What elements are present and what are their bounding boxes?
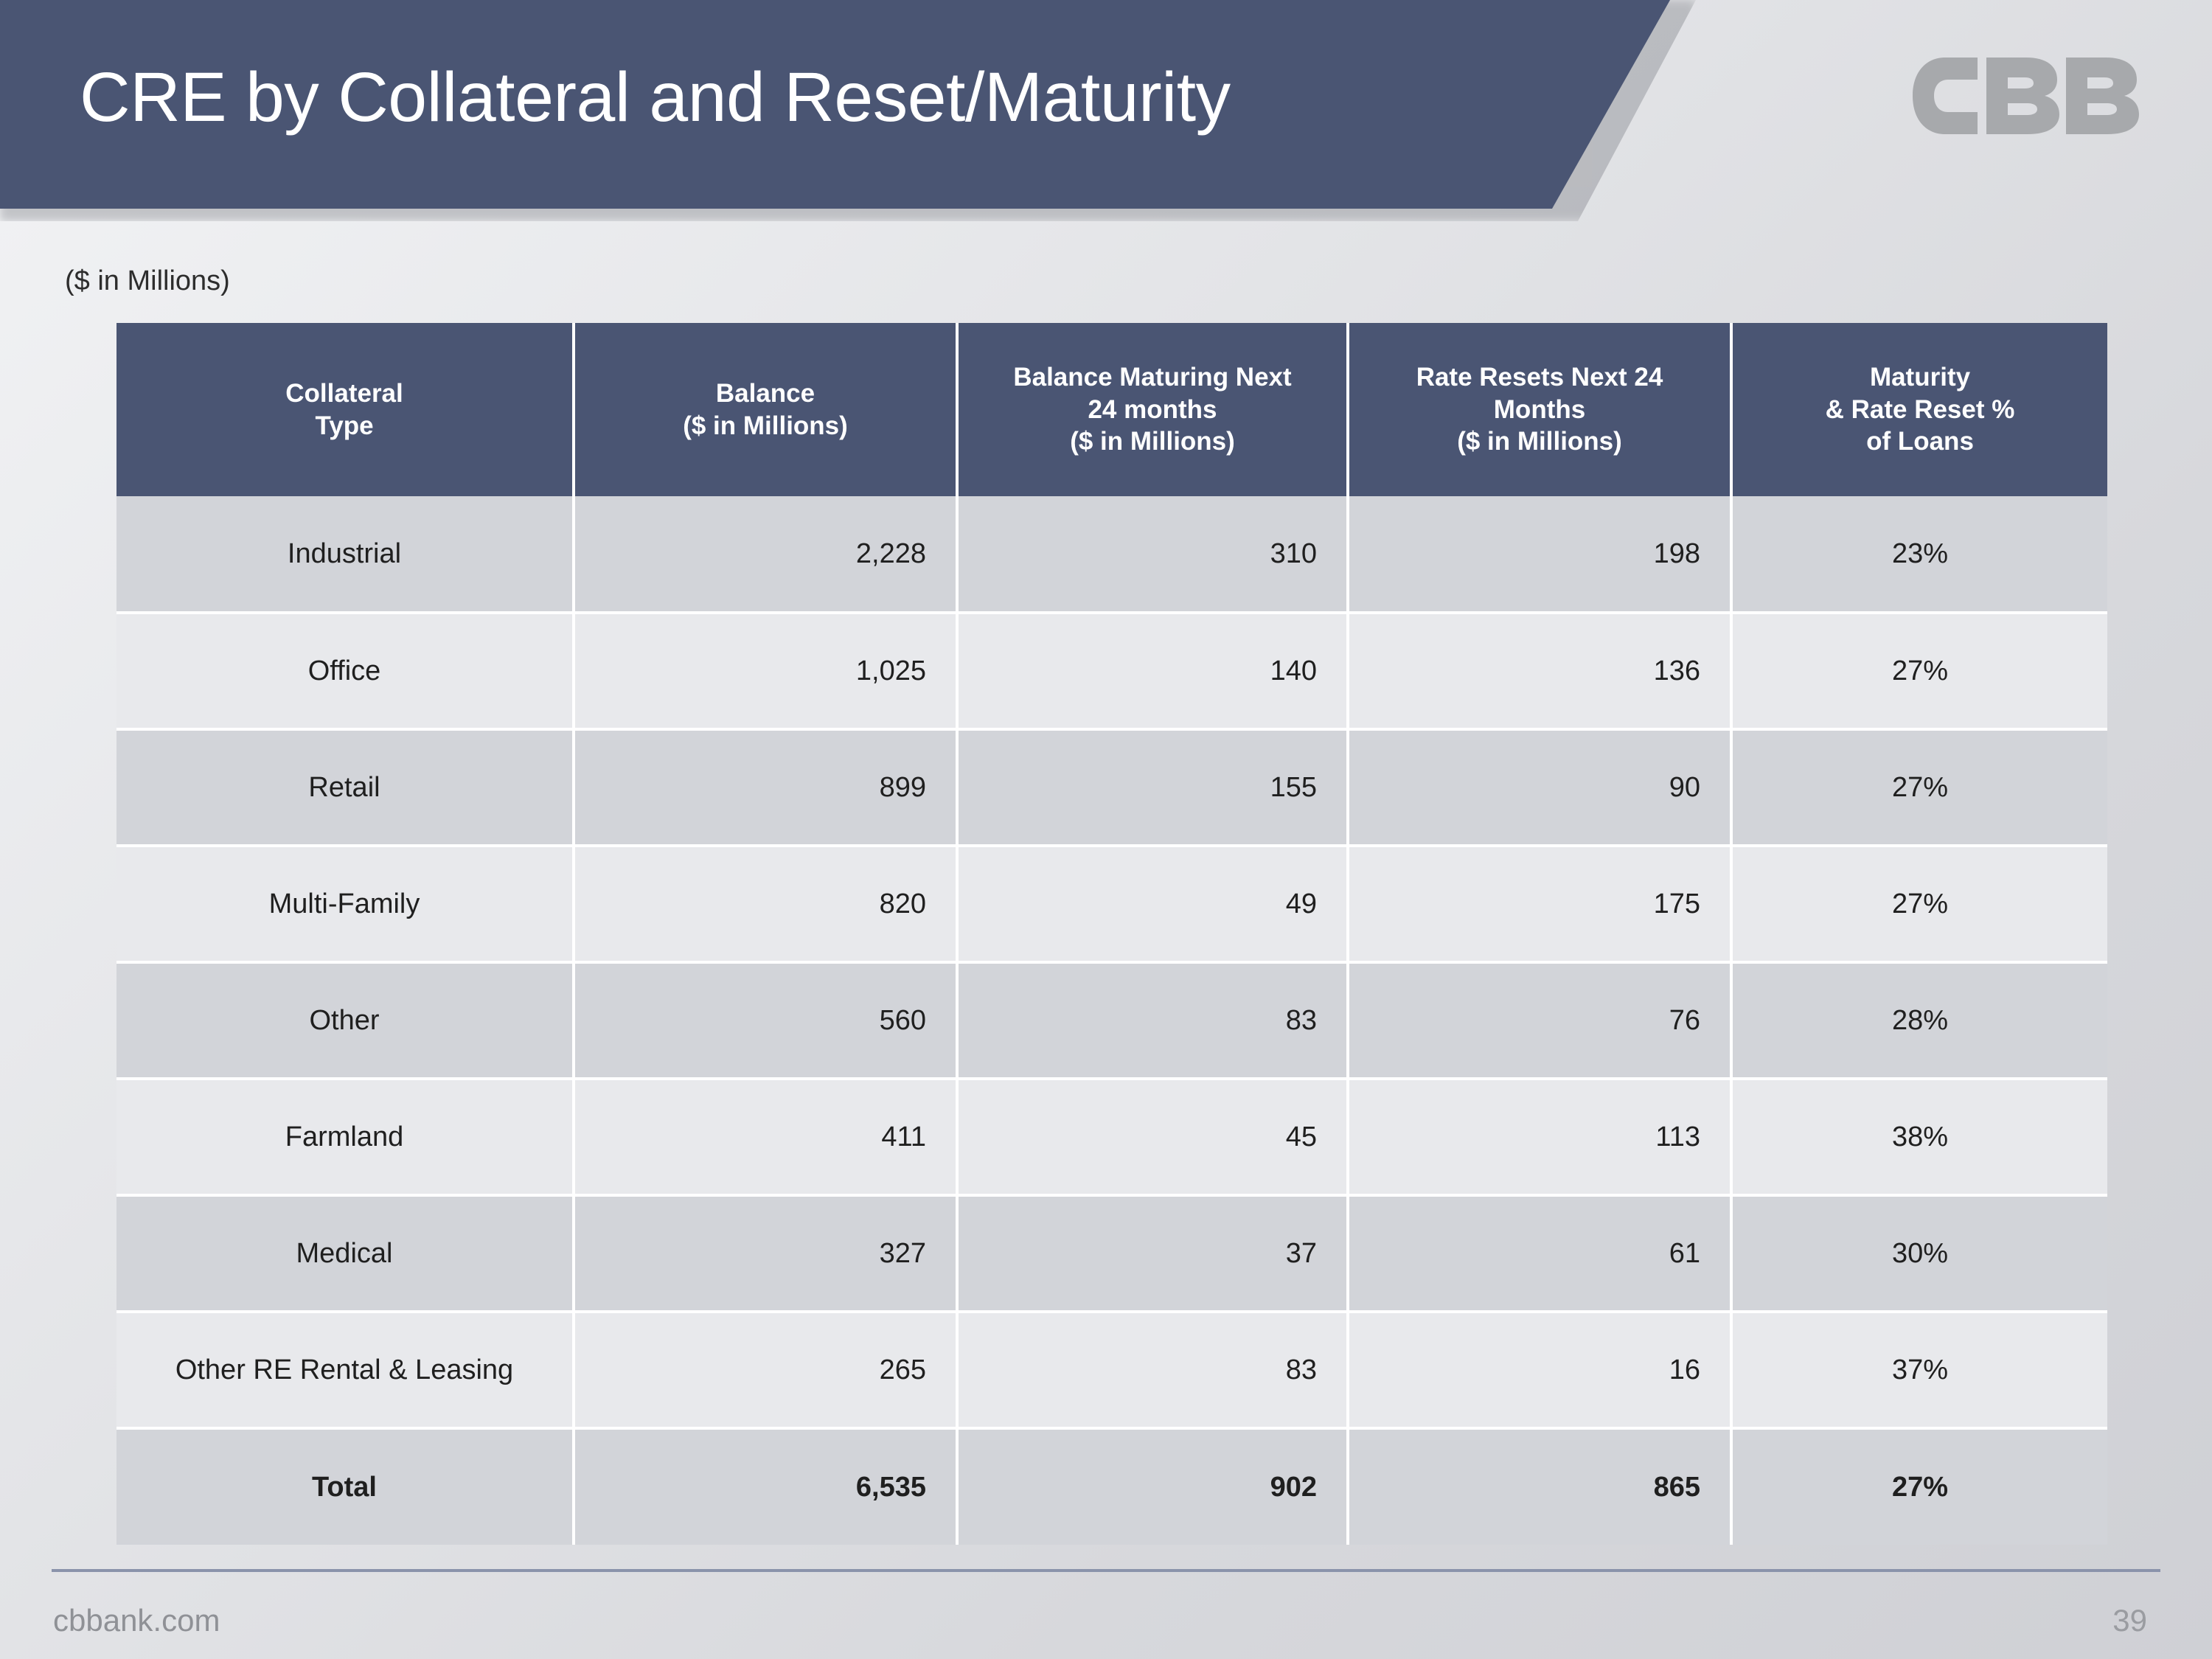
header-line: ($ in Millions) [1457,427,1622,456]
cell-balance: 265 [574,1312,957,1428]
header-line: ($ in Millions) [683,411,848,440]
cell-maturing-24m: 83 [957,962,1348,1079]
table-row [116,846,2107,962]
table-row [116,1079,2107,1195]
page-number: 39 [2112,1603,2147,1638]
table-header-row [116,323,2107,496]
cell-maturing-24m: 310 [957,496,1348,613]
table-row [116,1195,2107,1312]
cell-pct: 27% [1731,1428,2107,1545]
header-line: ($ in Millions) [1070,427,1235,456]
table-row [116,496,2107,613]
header-line: Months [1493,394,1586,424]
page-title: CRE by Collateral and Reset/Maturity [80,58,1231,136]
cell-balance: 327 [574,1195,957,1312]
cell-collateral-type: Industrial [116,496,574,613]
cell-collateral-type: Farmland [116,1079,574,1195]
cell-rate-resets-24m: 136 [1348,613,1731,729]
header-line: 24 months [1088,394,1217,424]
cell-collateral-type: Multi-Family [116,846,574,962]
units-note: ($ in Millions) [65,265,230,296]
cell-rate-resets-24m: 175 [1348,846,1731,962]
cell-balance: 1,025 [574,613,957,729]
cell-collateral-type: Retail [116,729,574,846]
column-header-rate-resets-24m [1348,323,1731,496]
header-line: Maturity [1869,362,1971,392]
cell-rate-resets-24m: 198 [1348,496,1731,613]
cell-rate-resets-24m: 113 [1348,1079,1731,1195]
cell-rate-resets-24m: 76 [1348,962,1731,1079]
header-line: Balance [715,378,815,408]
cell-collateral-type: Office [116,613,574,729]
cell-balance: 411 [574,1079,957,1195]
cell-maturing-24m: 37 [957,1195,1348,1312]
cell-pct: 27% [1731,846,2107,962]
cell-balance: 899 [574,729,957,846]
cell-rate-resets-24m: 865 [1348,1428,1731,1545]
column-header-maturity-rate-reset-pct [1731,323,2107,496]
cre-collateral-table [116,323,2107,1545]
cell-maturing-24m: 155 [957,729,1348,846]
cell-pct: 30% [1731,1195,2107,1312]
cell-maturing-24m: 902 [957,1428,1348,1545]
column-header-balance-maturing-24m [957,323,1348,496]
cell-pct: 27% [1731,613,2107,729]
table-row-total [116,1428,2107,1545]
header-line: of Loans [1866,427,1974,456]
header-line: Type [315,411,374,440]
cell-balance: 560 [574,962,957,1079]
cell-maturing-24m: 83 [957,1312,1348,1428]
table [116,323,2107,1545]
cell-rate-resets-24m: 61 [1348,1195,1731,1312]
cell-pct: 27% [1731,729,2107,846]
cell-pct: 38% [1731,1079,2107,1195]
cell-pct: 37% [1731,1312,2107,1428]
cell-pct: 23% [1731,496,2107,613]
cell-collateral-type: Other RE Rental & Leasing [116,1312,574,1428]
table-row [116,1312,2107,1428]
cell-collateral-type: Medical [116,1195,574,1312]
table-row [116,729,2107,846]
cell-collateral-type: Other [116,962,574,1079]
cell-maturing-24m: 140 [957,613,1348,729]
cell-rate-resets-24m: 16 [1348,1312,1731,1428]
header-line: Rate Resets Next 24 [1416,362,1663,392]
cell-balance: 6,535 [574,1428,957,1545]
table-row [116,962,2107,1079]
cell-balance: 2,228 [574,496,957,613]
column-header-balance [574,323,957,496]
cell-balance: 820 [574,846,957,962]
column-header-collateral-type [116,323,574,496]
cell-collateral-type: Total [116,1428,574,1545]
cbb-logo-icon [1910,52,2153,140]
cell-maturing-24m: 49 [957,846,1348,962]
header-line: Collateral [285,378,403,408]
header-line: Balance Maturing Next [1013,362,1292,392]
footer-divider [52,1569,2160,1572]
cell-rate-resets-24m: 90 [1348,729,1731,846]
cell-pct: 28% [1731,962,2107,1079]
cell-maturing-24m: 45 [957,1079,1348,1195]
footer-url: cbbank.com [53,1603,220,1638]
table-row [116,613,2107,729]
header-line: & Rate Reset % [1825,394,2015,424]
